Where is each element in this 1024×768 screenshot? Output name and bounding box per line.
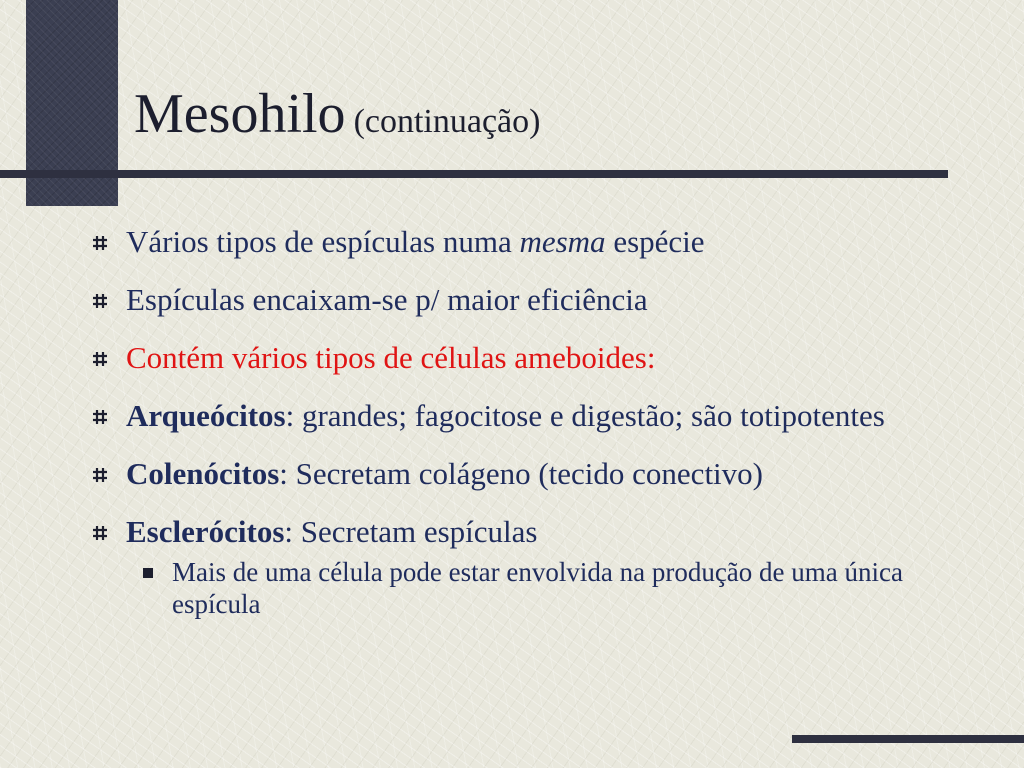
hash-bullet-icon [92,467,108,483]
hash-bullet-icon [92,409,108,425]
bullet-item [92,398,982,434]
footer-rule [792,735,1024,743]
bullet-text: Vários tipos de espículas numa [126,224,520,259]
bullet-text: : Secretam espículas [284,514,538,549]
sub-bullet-item [126,556,982,620]
title-underline [0,170,948,178]
bullet-text: Espículas encaixam-se p/ maior eficiência [126,282,648,317]
hash-bullet-icon [92,351,108,367]
sub-bullet-text: Mais de uma célula pode estar envolvida na produção de uma única espícula [172,557,903,619]
sub-bullet-list [126,556,982,620]
bullet-text: : Secretam colágeno (tecido conectivo) [279,456,763,491]
bullet-text: Contém vários tipos de células ameboides: [126,340,656,375]
square-bullet-icon [143,568,153,578]
hash-bullet-icon [92,525,108,541]
bullet-term: Colenócitos [126,456,280,491]
bullet-item [92,456,982,492]
title-subtitle: (continuação) [353,103,541,140]
bullet-term: Arqueócitos [126,398,286,433]
bullet-emphasis: mesma [519,224,606,259]
title-main: Mesohilo [134,83,346,145]
hash-bullet-icon [92,235,108,251]
bullet-item [92,282,982,318]
bullet-term: Esclerócitos [126,514,285,549]
hash-bullet-icon [92,293,108,309]
slide-title [134,82,540,146]
bullet-item [92,224,982,260]
bullet-item [92,514,982,620]
bullet-text: espécie [605,224,705,259]
bullet-text: : grandes; fagocitose e digestão; são totipotentes [285,398,885,433]
bullet-list [92,224,982,642]
bullet-item-highlight [92,340,982,376]
